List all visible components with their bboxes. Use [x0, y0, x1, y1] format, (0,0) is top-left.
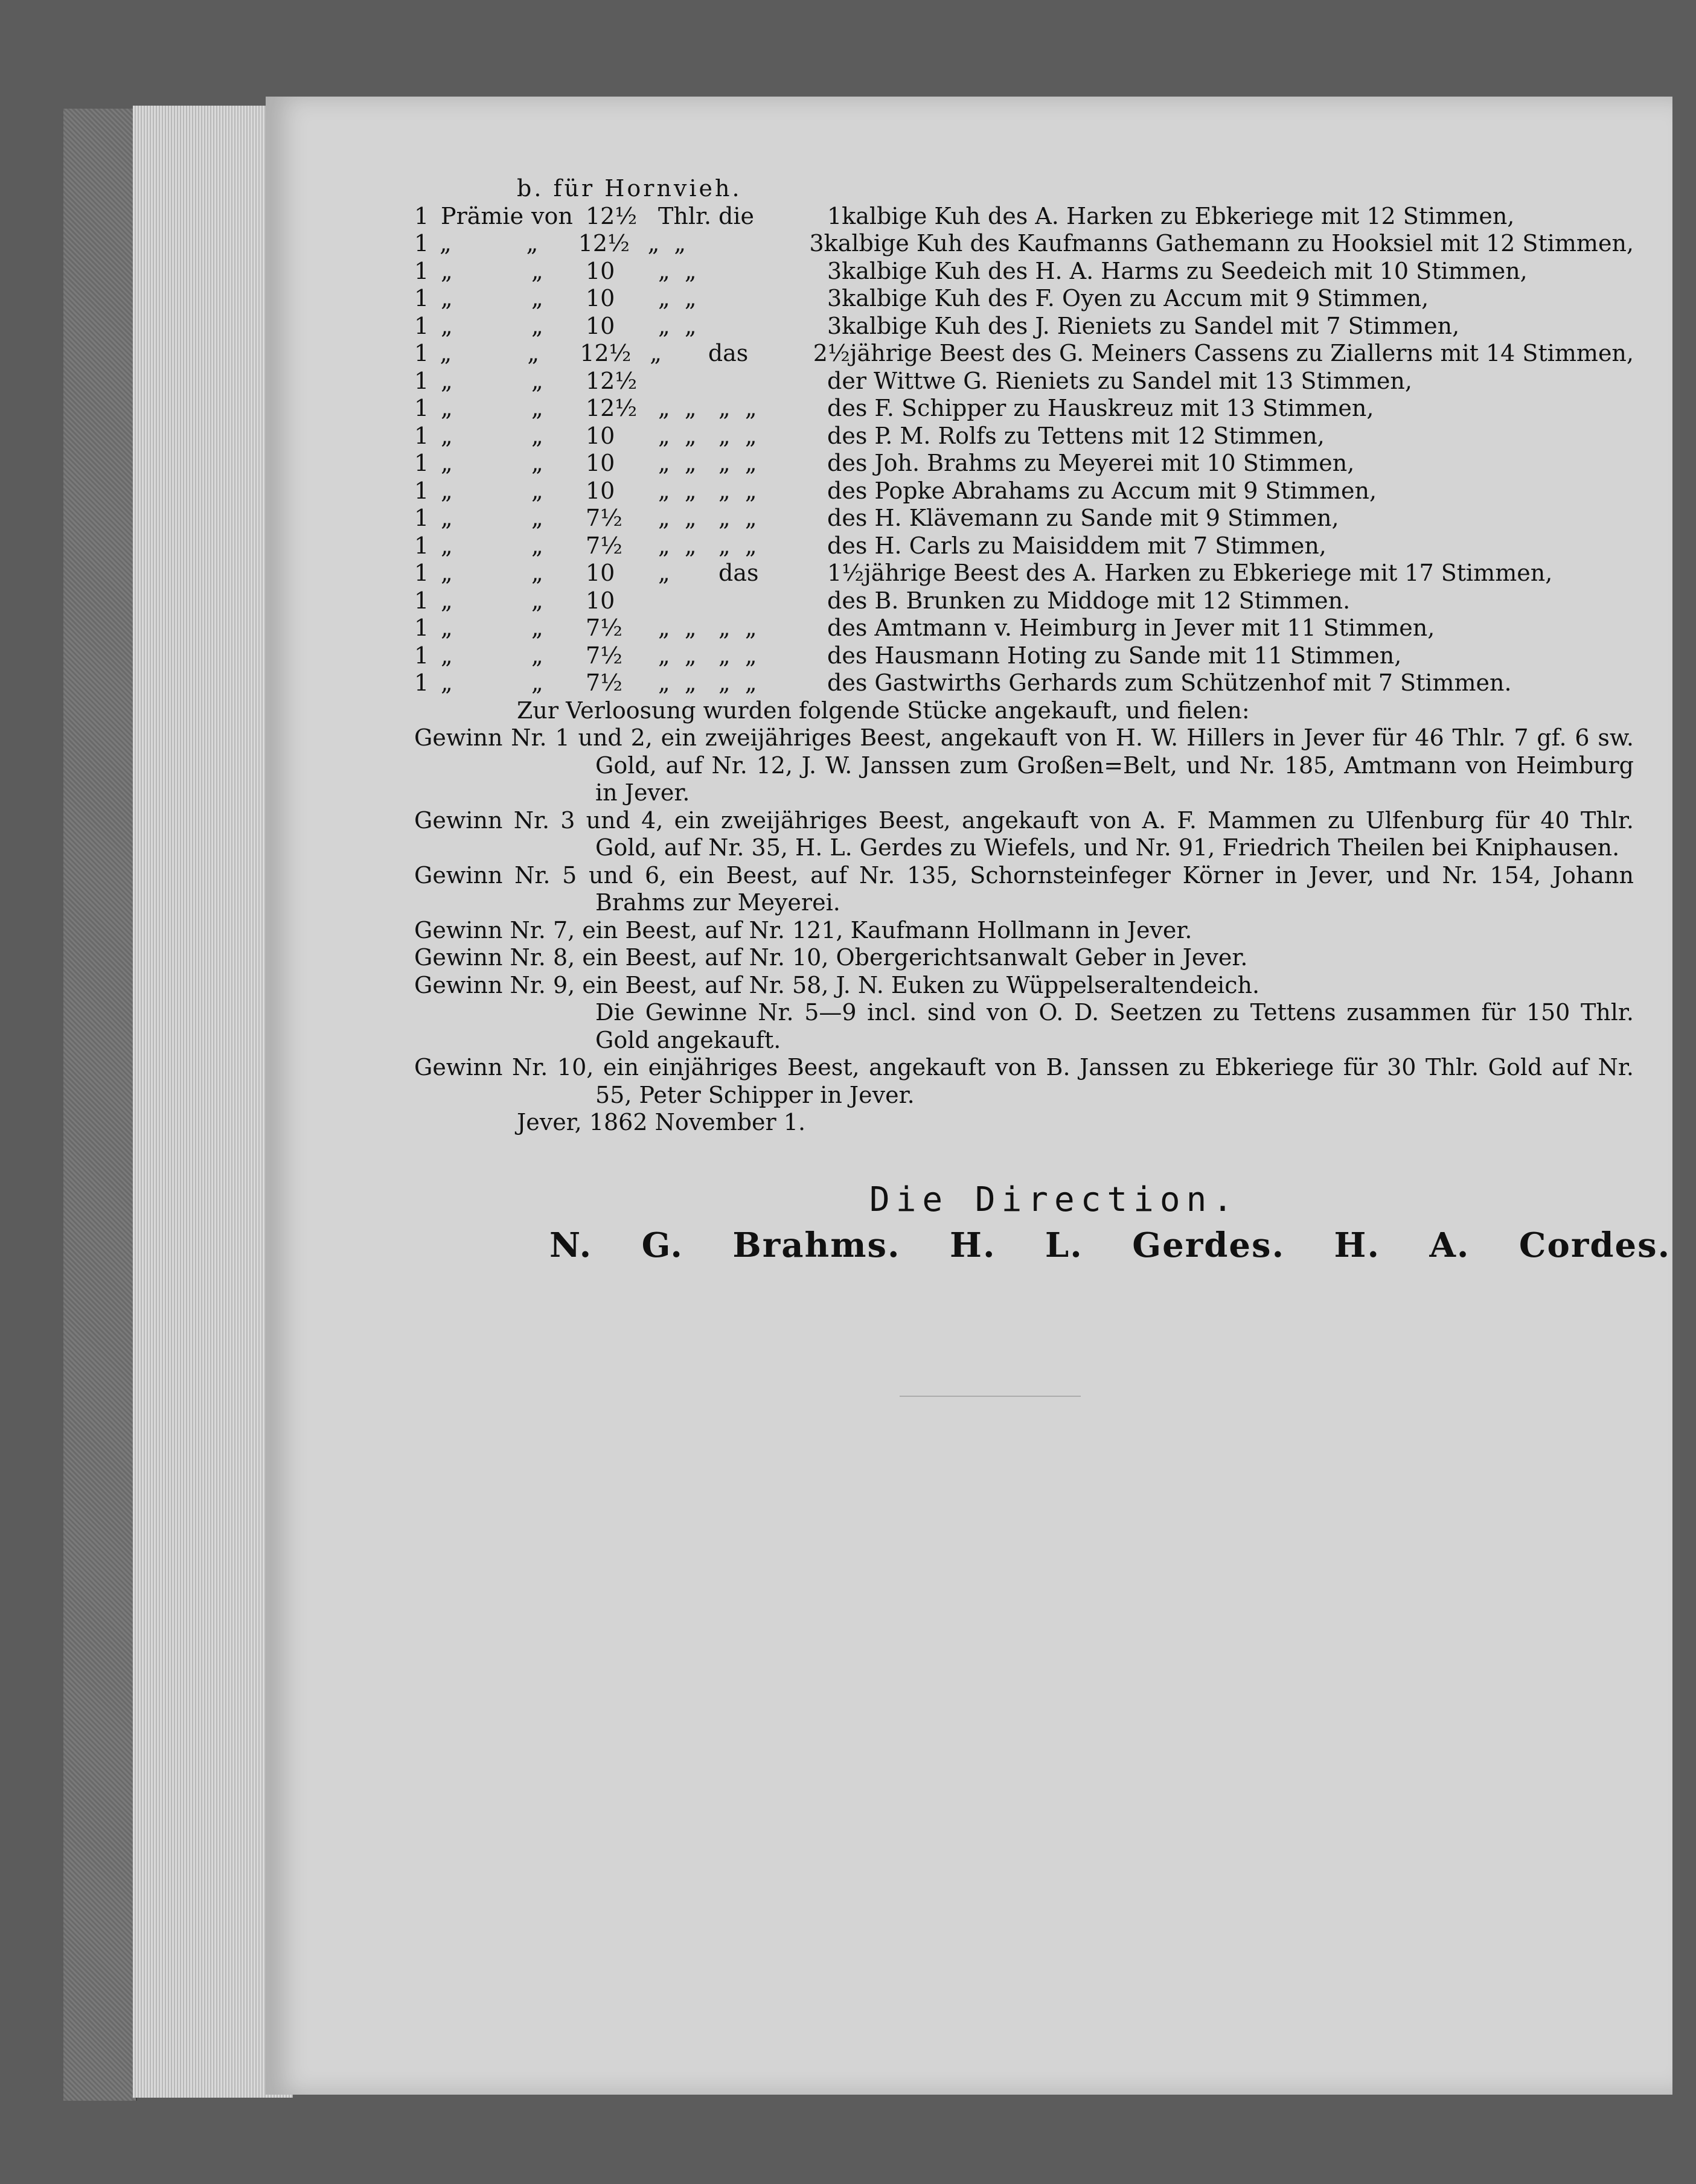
prize-von: „	[531, 477, 543, 504]
prize-word: „	[441, 450, 453, 476]
prize-unit: „ „	[658, 312, 697, 339]
prize-row	[414, 423, 1634, 450]
prize-von: „	[531, 450, 543, 476]
prize-von: „	[531, 615, 543, 641]
prize-rest: des F. Schipper zu Hauskreuz mit 13 Stimmen,	[827, 395, 1374, 421]
prize-word: Prämie	[441, 202, 524, 229]
prize-row	[414, 368, 1634, 395]
prize-word: „	[440, 230, 452, 257]
prize-word: „	[441, 505, 453, 531]
prize-row	[414, 230, 1634, 258]
prize-mid: „ „	[718, 505, 757, 531]
prize-mid: das	[708, 340, 749, 366]
lottery-entry: Gewinn Nr. 9, ein Beest, auf Nr. 58, J. N. Euken zu Wüppelseraltendeich.	[414, 971, 1260, 998]
prize-amount: 12½	[578, 230, 630, 257]
prize-row	[414, 615, 1634, 642]
prize-count: 1	[414, 230, 429, 257]
prize-rest: der Wittwe G. Rieniets zu Sandel mit 13 Stimmen,	[827, 367, 1412, 394]
prize-rest: des Hausmann Hoting zu Sande mit 11 Stimmen,	[827, 642, 1402, 669]
prize-unit: „ „	[658, 642, 697, 669]
prize-rest: 3kalbige Kuh des Kaufmanns Gathemann zu Hooksiel mit 12 Stimmen,	[809, 230, 1634, 257]
book-cover-edge	[63, 109, 137, 2101]
prize-mid	[718, 258, 827, 286]
date-line: Jever, 1862 November 1.	[517, 1109, 806, 1135]
prize-unit: „ „	[647, 230, 686, 257]
prize-word: „	[441, 477, 453, 504]
prize-word: „	[441, 422, 453, 449]
prize-word: „	[441, 587, 453, 614]
prize-count: 1	[414, 367, 429, 394]
prize-mid: „ „	[718, 669, 757, 696]
prize-row	[414, 505, 1634, 532]
prize-mid	[718, 587, 827, 615]
prize-word: „	[441, 642, 453, 669]
prize-row	[414, 587, 1634, 615]
prize-word: „	[441, 367, 453, 394]
prize-count: 1	[414, 615, 429, 641]
prize-row	[414, 258, 1634, 286]
prize-von: „	[526, 230, 539, 257]
prize-amount: 12½	[580, 340, 632, 366]
prize-amount: 12½	[586, 367, 638, 394]
direction-title: Die Direction.	[869, 1180, 1240, 1219]
prize-rest: des H. Klävemann zu Sande mit 9 Stimmen,	[827, 505, 1339, 531]
lottery-list	[414, 724, 1634, 999]
prize-amount: 7½	[586, 505, 623, 531]
prize-von: „	[531, 587, 543, 614]
prize-von: „	[531, 532, 543, 559]
prize-mid: die	[718, 202, 754, 229]
prize-rest: 3kalbige Kuh des F. Oyen zu Accum mit 9 Stimmen,	[827, 285, 1429, 311]
prize-unit: „	[658, 560, 670, 586]
prize-mid	[718, 368, 827, 395]
prize-word: „	[440, 340, 452, 366]
prize-amount: 10	[586, 285, 615, 311]
prize-unit: „ „	[658, 422, 697, 449]
prize-list	[414, 203, 1634, 697]
section-heading: b. für Hornvieh.	[517, 175, 742, 202]
prize-von: „	[531, 642, 543, 669]
prize-mid: „ „	[718, 395, 757, 421]
prize-amount: 10	[586, 560, 615, 586]
prize-rest: des B. Brunken zu Middoge mit 12 Stimmen.	[827, 587, 1351, 614]
lottery-entry: Gewinn Nr. 3 und 4, ein zweijähriges Beest, angekauft von A. F. Mammen zu Ulfenburg für 40 Thlr. Gold, auf Nr. 35, H. L. Gerdes zu Wiefels, und Nr. 91, Friedrich Theilen bei Kniphausen.	[414, 806, 1634, 861]
prize-unit: „ „	[658, 450, 697, 476]
prize-amount: 12½	[586, 202, 638, 229]
prize-count: 1	[414, 450, 429, 476]
lottery-entry: Gewinn Nr. 1 und 2, ein zweijähriges Beest, angekauft von H. W. Hillers in Jever für 46 Thlr. 7 gf. 6 sw. Gold, auf Nr. 12, J. W. Janssen zum Großen=Belt, und Nr. 185, Amtmann von Heimburg in Jever.	[414, 724, 1634, 806]
prize-count: 1	[414, 257, 429, 284]
prize-rest: des P. M. Rolfs zu Tettens mit 12 Stimmen,	[827, 422, 1325, 449]
signatures: N. G. Brahms. H. L. Gerdes. H. A. Cordes.	[549, 1225, 1671, 1265]
prize-rest: des Amtmann v. Heimburg in Jever mit 11 Stimmen,	[827, 615, 1435, 641]
prize-count: 1	[414, 340, 429, 366]
prize-count: 1	[414, 505, 429, 531]
prize-unit: „ „	[658, 285, 697, 311]
prize-count: 1	[414, 422, 429, 449]
lottery-entry: Gewinn Nr. 5 und 6, ein Beest, auf Nr. 135, Schornsteinfeger Körner in Jever, und Nr. 154, Johann Brahms zur Meyerei.	[414, 861, 1634, 916]
prize-unit: „ „	[658, 615, 697, 641]
prize-von: „	[531, 669, 543, 696]
prize-word: „	[441, 312, 453, 339]
prize-unit: „ „	[658, 505, 697, 531]
prize-von: „	[531, 422, 543, 449]
prize-amount: 10	[586, 257, 615, 284]
prize-count: 1	[414, 312, 429, 339]
divider-rule	[900, 1396, 1081, 1397]
prize-von: „	[531, 505, 543, 531]
prize-rest: 1½jährige Beest des A. Harken zu Ebkeriege mit 17 Stimmen,	[827, 560, 1553, 586]
prize-word: „	[441, 395, 453, 421]
prize-unit: „	[650, 340, 662, 366]
prize-count: 1	[414, 202, 429, 229]
prize-unit	[658, 368, 718, 395]
prize-count: 1	[414, 560, 429, 586]
prize-word: „	[441, 560, 453, 586]
prize-mid: „ „	[718, 532, 757, 559]
prize-count: 1	[414, 587, 429, 614]
prize-amount: 7½	[586, 669, 623, 696]
page-text	[414, 175, 1634, 1137]
prize-row	[414, 642, 1634, 670]
prize-mid: „ „	[718, 450, 757, 476]
prize-unit	[658, 587, 718, 615]
prize-mid	[718, 285, 827, 313]
prize-mid: „ „	[718, 477, 757, 504]
prize-amount: 7½	[586, 615, 623, 641]
prize-amount: 12½	[586, 395, 638, 421]
prize-unit: „ „	[658, 395, 697, 421]
prize-row	[414, 450, 1634, 477]
prize-amount: 7½	[586, 642, 623, 669]
prize-amount: 10	[586, 450, 615, 476]
prize-unit: Thlr.	[658, 202, 712, 229]
lottery-entry: Gewinn Nr. 7, ein Beest, auf Nr. 121, Kaufmann Hollmann in Jever.	[414, 916, 1192, 944]
prize-rest: des Joh. Brahms zu Meyerei mit 10 Stimmen,	[827, 450, 1355, 476]
prize-unit: „ „	[658, 257, 697, 284]
prize-row	[414, 395, 1634, 423]
prize-count: 1	[414, 285, 429, 311]
lottery-last: Gewinn Nr. 10, ein einjähriges Beest, angekauft von B. Janssen zu Ebkeriege für 30 Thlr. Gold auf Nr. 55, Peter Schipper in Jever.	[414, 1054, 1634, 1108]
prize-rest: des Popke Abrahams zu Accum mit 9 Stimmen,	[827, 477, 1377, 504]
prize-mid: „ „	[718, 422, 757, 449]
prize-row	[414, 203, 1634, 231]
prize-amount: 10	[586, 422, 615, 449]
prize-rest: des Gastwirths Gerhards zum Schützenhof mit 7 Stimmen.	[827, 669, 1512, 696]
prize-von: „	[531, 285, 543, 311]
prize-rest: 3kalbige Kuh des J. Rieniets zu Sandel mit 7 Stimmen,	[827, 312, 1460, 339]
prize-von: „	[531, 367, 543, 394]
prize-word: „	[441, 615, 453, 641]
prize-von: von	[531, 202, 573, 229]
prize-word: „	[441, 669, 453, 696]
prize-unit: „ „	[658, 669, 697, 696]
prize-row	[414, 560, 1634, 587]
prize-row	[414, 340, 1634, 368]
prize-amount: 10	[586, 477, 615, 504]
prize-mid: „ „	[718, 642, 757, 669]
prize-row	[414, 313, 1634, 340]
prize-mid	[705, 230, 809, 258]
prize-mid	[718, 313, 827, 340]
prize-count: 1	[414, 669, 429, 696]
prize-mid: das	[718, 560, 759, 586]
prize-word: „	[441, 532, 453, 559]
lottery-entry: Gewinn Nr. 8, ein Beest, auf Nr. 10, Obergerichtsanwalt Geber in Jever.	[414, 944, 1248, 971]
prize-amount: 10	[586, 312, 615, 339]
prize-von: „	[531, 257, 543, 284]
prize-word: „	[441, 285, 453, 311]
prize-rest: des H. Carls zu Maisiddem mit 7 Stimmen,	[827, 532, 1326, 559]
prize-unit: „ „	[658, 532, 697, 559]
prize-von: „	[531, 312, 543, 339]
prize-count: 1	[414, 532, 429, 559]
prize-rest: 3kalbige Kuh des H. A. Harms zu Seedeich mit 10 Stimmen,	[827, 257, 1528, 284]
prize-row	[414, 669, 1634, 697]
prize-count: 1	[414, 477, 429, 504]
prize-word: „	[441, 257, 453, 284]
prize-mid: „ „	[718, 615, 757, 641]
prize-amount: 10	[586, 587, 615, 614]
prize-rest: 2½jährige Beest des G. Meiners Cassens zu Ziallerns mit 14 Stimmen,	[813, 340, 1634, 366]
prize-von: „	[531, 560, 543, 586]
prize-amount: 7½	[586, 532, 623, 559]
prize-rest: 1kalbige Kuh des A. Harken zu Ebkeriege mit 12 Stimmen,	[827, 202, 1515, 229]
prize-von: „	[531, 395, 543, 421]
prize-count: 1	[414, 642, 429, 669]
prize-row	[414, 532, 1634, 560]
prize-row	[414, 477, 1634, 505]
prize-row	[414, 285, 1634, 313]
prize-count: 1	[414, 395, 429, 421]
lottery-note: Die Gewinne Nr. 5—9 incl. sind von O. D. Seetzen zu Tettens zusammen für 150 Thlr. Gold angekauft.	[595, 999, 1634, 1053]
lottery-intro: Zur Verloosung wurden folgende Stücke angekauft, und fielen:	[517, 697, 1250, 724]
prize-von: „	[527, 340, 540, 366]
prize-unit: „ „	[658, 477, 697, 504]
